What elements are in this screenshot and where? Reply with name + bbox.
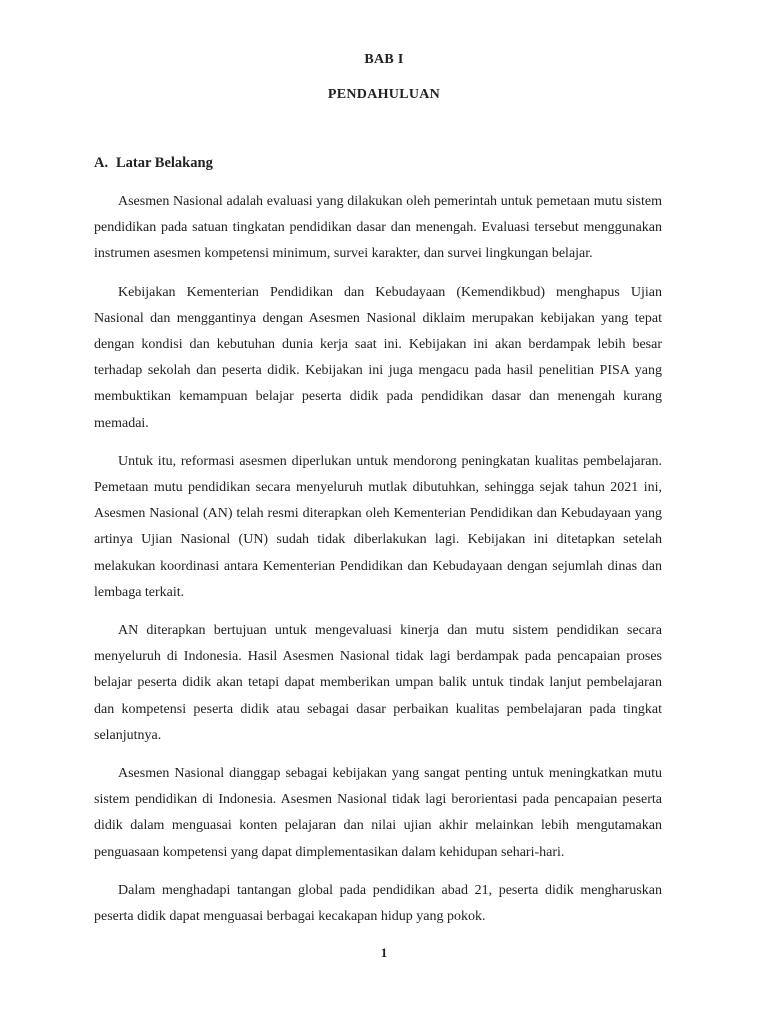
paragraph-6: Dalam menghadapi tantangan global pada pendidikan abad 21, peserta didik mengharuskan peserta didik dapat menguasai berbagai kecakapan hidup yang pokok.	[94, 882, 662, 925]
paragraph-2: Kebijakan Kementerian Pendidikan dan Kebudayaan (Kemendikbud) menghapus Ujian Nasional dan menggantinya dengan Asesmen Nasional diklaim merupakan kebijakan yang tepat dengan kondisi dan kebutuhan dunia kerja saat ini. Kebijakan ini akan berdampak lebih besar terhadap sekolah dan peserta didik. Kebijakan ini juga mengacu pada hasil penelitian PISA yang membuktikan kemampuan belajar peserta didik pada pendidikan dasar dan menengah kurang memadai.	[94, 284, 662, 431]
paragraph-5: Asesmen Nasional dianggap sebagai kebijakan yang sangat penting untuk meningkatkan mutu sistem pendidikan di Indonesia. Asesmen Nasional tidak lagi berorientasi pada pencapaian peserta didik dalam menguasai konten pelajaran dan nilai ujian akhir melainkan lebih mengutamakan penguasaan kompetensi yang dapat dimplementasikan dalam kehidupan sehari-hari.	[94, 766, 662, 860]
chapter-number: BAB I	[364, 52, 404, 67]
page-number: 1	[380, 945, 388, 960]
paragraph-4: AN diterapkan bertujuan untuk mengevaluasi kinerja dan mutu sistem pendidikan secara menyeluruh di Indonesia. Hasil Asesmen Nasional tidak lagi berdampak pada pencapaian proses belajar peserta didik akan tetapi dapat memberikan umpan balik untuk tindak lanjut pembelajaran dan kompetensi peserta didik atau sebagai dasar perbaikan kualitas pembelajaran pada tingkat selanjutnya.	[94, 623, 662, 743]
chapter-title: PENDAHULUAN	[327, 87, 441, 102]
paragraph-3: Untuk itu, reformasi asesmen diperlukan untuk mendorong peningkatan kualitas pembelajaran. Pemetaan mutu pendidikan secara menyeluruh mutlak dibutuhkan, sehingga sejak tahun 2021 ini, Asesmen Nasional (AN) telah resmi diterapkan oleh Kementerian Pendidikan dan Kebudayaan yang artinya Ujian Nasional (UN) sudah tidak diberlakukan lagi. Kebijakan ini ditetapkan setelah melakukan koordinasi antara Kementerian Pendidikan dan Kebudayaan dengan sejumlah dinas dan lembaga terkait.	[94, 453, 662, 600]
section-title: Latar Belakang	[116, 155, 213, 171]
section-letter: A.	[94, 155, 109, 171]
section-heading	[94, 155, 213, 172]
paragraph-1: Asesmen Nasional adalah evaluasi yang dilakukan oleh pemerintah untuk pemetaan mutu sistem pendidikan pada satuan tingkatan pendidikan dasar dan menengah. Evaluasi tersebut menggunakan instrumen asesmen kompetensi minimum, survei karakter, dan survei lingkungan belajar.	[94, 194, 662, 262]
body-text	[94, 189, 662, 942]
